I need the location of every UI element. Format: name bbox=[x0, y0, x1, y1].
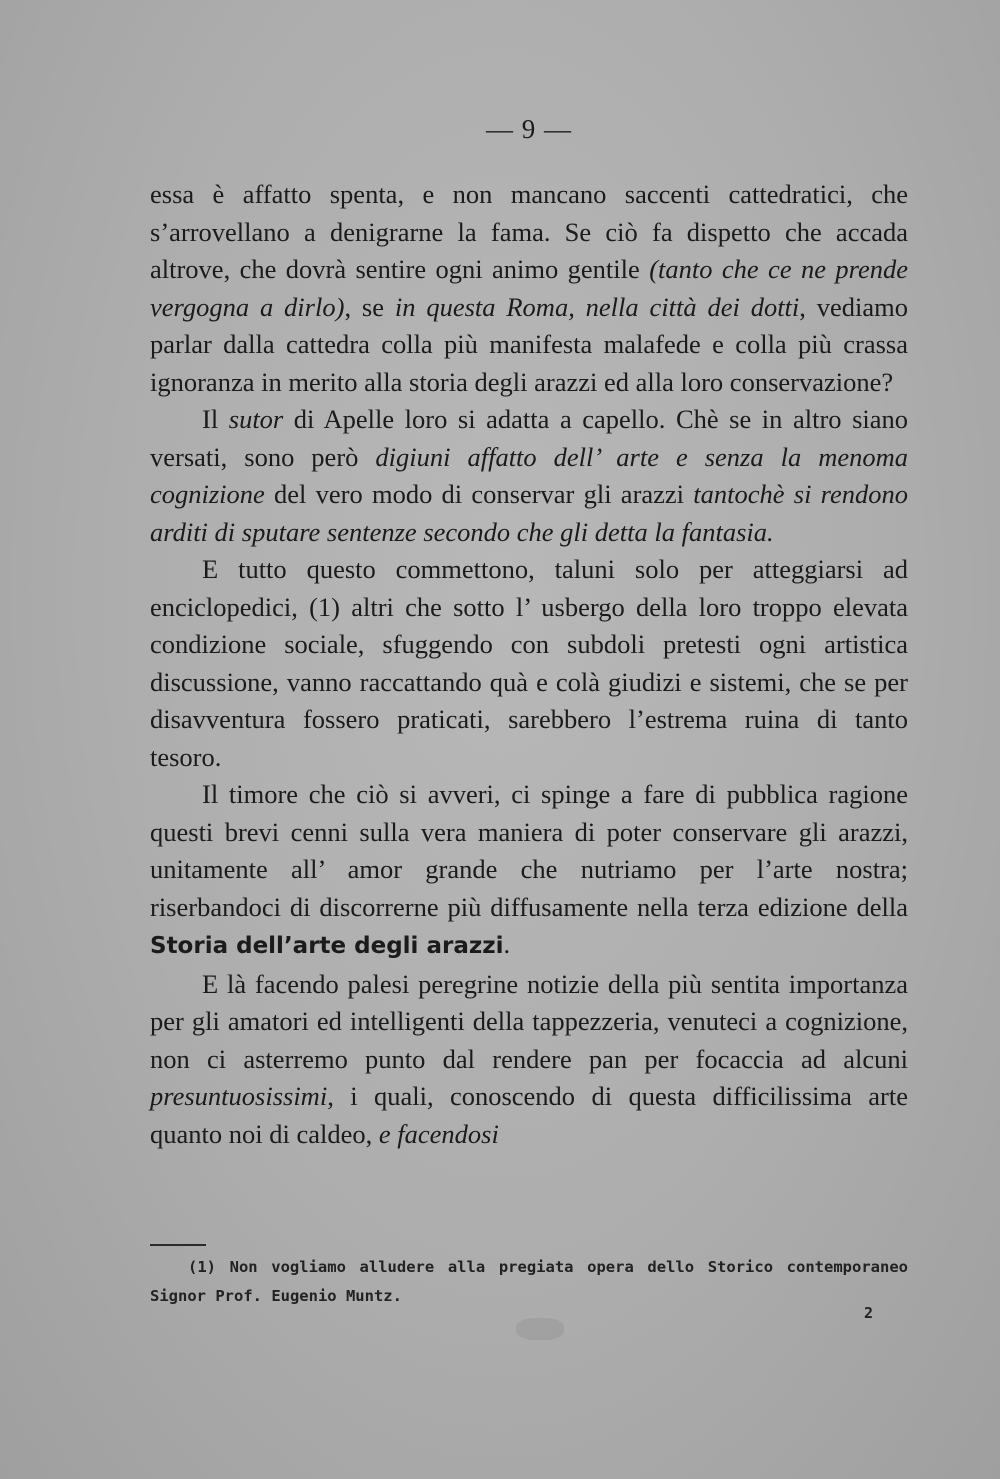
text-run: . bbox=[503, 929, 511, 959]
italic-text: presuntuosissimi bbox=[150, 1081, 328, 1111]
text-run: Il bbox=[202, 404, 229, 434]
paragraph bbox=[150, 176, 908, 401]
footnote-divider bbox=[150, 1244, 206, 1246]
text-run: Il timore che ciò si avveri, ci spinge a fare di pubblica ragione questi brevi cenni sulla vera maniera di poter conservare gli arazzi, unitamente all’ amor grande che nutriamo per l’arte nostra; riserbandoci di discorrerne più diffusamente nella terza edizione della bbox=[150, 779, 908, 922]
italic-text: e facendosi bbox=[378, 1118, 499, 1149]
signature-mark: 2 bbox=[864, 1304, 874, 1322]
paragraph bbox=[150, 776, 908, 966]
text-run: , vediamo parlar dalla cattedra colla più manifesta malafede e colla più crassa ignoranza in merito alla storia degli arazzi ed alla loro conservazione? bbox=[150, 291, 909, 397]
italic-text: tantochè si rendono arditi di sputare sentenze secondo che gli detta la fantasia. bbox=[150, 479, 908, 547]
italic-text: digiuni affatto dell’ arte e senza la menoma cognizione bbox=[150, 441, 908, 509]
text-run: E tutto questo commettono, taluni solo per atteggiarsi ad enciclopedici, (1) altri che sotto l’ usbergo della loro troppo elevata condizione sociale, sfuggendo con subdoli pretesti ogni artistica discussione, vanno raccattando quà e colà giudizi e sistemi, che se per disavventura fossero praticati, sarebbero l’estrema ruina di tanto tesoro. bbox=[150, 554, 908, 772]
text-run: del vero modo di conservar gli arazzi bbox=[264, 479, 694, 509]
bold-title: Storia dell’arte degli arazzi bbox=[150, 933, 504, 959]
page-number: — 9 — bbox=[486, 114, 572, 144]
text-run: , se bbox=[344, 291, 395, 322]
text-run: essa è affatto spenta, e non mancano saccenti cattedratici, che s’arrovellano a denigrarne la fama. Se ciò fa dispetto che accada altrove, che dovrà sentire ogni animo gentile bbox=[150, 179, 908, 284]
text-run: , i quali, conoscendo di questa difficilissima arte quanto noi di caldeo, bbox=[150, 1081, 908, 1149]
text-run: E là facendo palesi peregrine notizie della più sentita importanza per gli amatori ed intelligenti della tappezzeria, venuteci a cognizione, non ci asterremo punto dal rendere pan per focaccia ad alcuni bbox=[150, 968, 908, 1074]
italic-text: sutor bbox=[228, 404, 284, 434]
footnote bbox=[150, 1253, 908, 1311]
italic-text: (tanto che ce ne prende vergogna a dirlo) bbox=[150, 254, 908, 322]
ink-smudge bbox=[516, 1318, 564, 1340]
footnote-text: (1) Non vogliamo alludere alla pregiata opera dello Storico contemporaneo Signor Prof. Eugenio Muntz. bbox=[150, 1258, 908, 1305]
paragraph bbox=[150, 551, 908, 776]
italic-text: in questa Roma, nella città dei dotti bbox=[394, 291, 800, 322]
paragraph bbox=[150, 401, 908, 551]
body-text bbox=[150, 176, 908, 1153]
text-run: di Apelle loro si adatta a capello. Chè se in altro siano versati, sono però bbox=[150, 404, 909, 472]
paragraph bbox=[150, 966, 908, 1154]
